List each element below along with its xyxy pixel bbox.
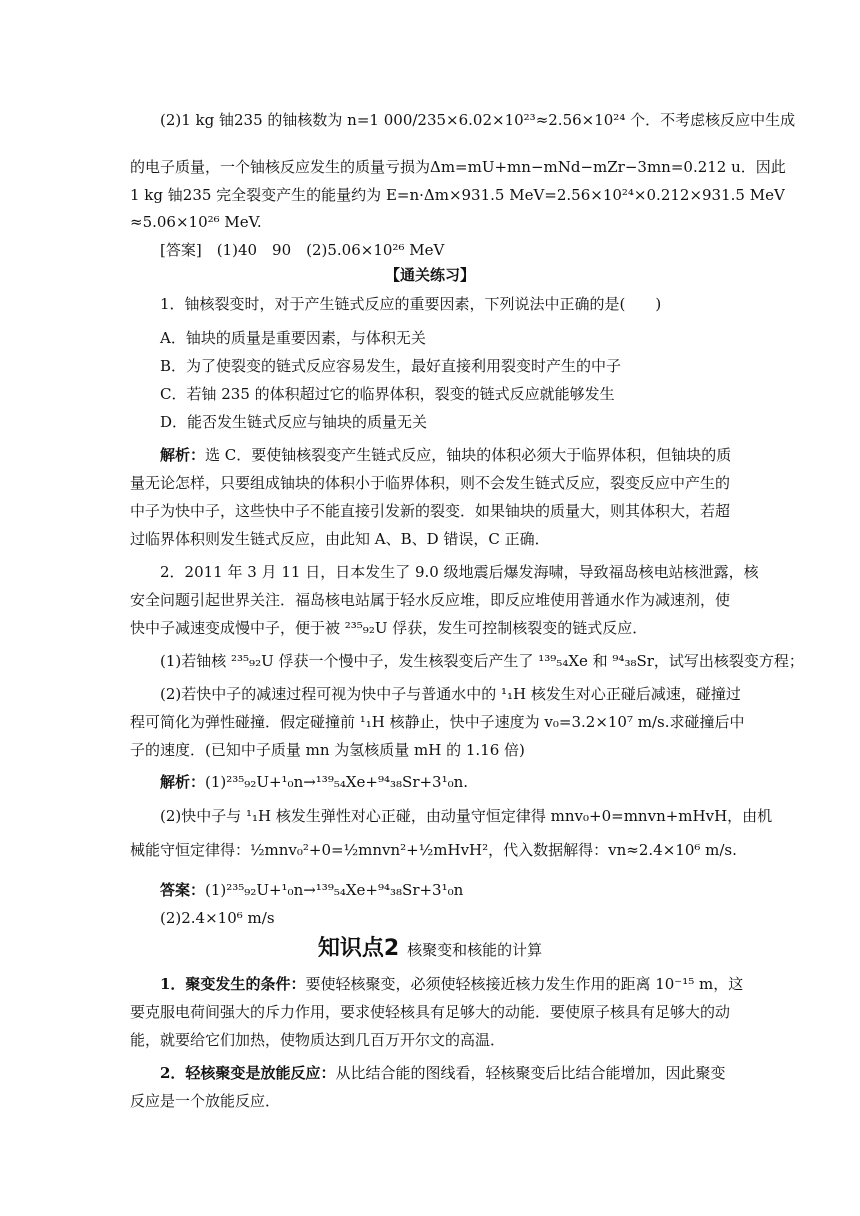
paragraph-line: 能，就要给它们加热，使物质达到几百万开尔文的高温． bbox=[130, 1031, 506, 1049]
section-title: 【通关练习】 bbox=[384, 266, 475, 284]
paragraph-line bbox=[160, 972, 743, 996]
analysis-line: 过临界体积则发生链式反应，由此知 A、B、D 错误，C 正确． bbox=[130, 530, 550, 548]
sub-question-2: 子的速度．(已知中子质量 mn 为氢核质量 mH 的 1.16 倍) bbox=[130, 741, 525, 759]
text-line: ≈5.06×10²⁶ MeV. bbox=[130, 213, 262, 231]
analysis-line bbox=[160, 443, 731, 467]
answer-line: [答案] (1)40 90 (2)5.06×10²⁶ MeV bbox=[160, 241, 445, 259]
analysis-text: 选 C．要使铀核裂变产生链式反应，铀块的体积必须大于临界体积，但铀块的质 bbox=[205, 446, 732, 464]
analysis-line: (2)快中子与 ¹₁H 核发生弹性对心正碰，由动量守恒定律得 mnv₀+0=mnvn+mHvH，由机 bbox=[160, 807, 773, 825]
paragraph-label: 2．轻核聚变是放能反应： bbox=[160, 1064, 336, 1082]
analysis-line: 量无论怎样，只要组成铀块的体积小于临界体积，则不会发生链式反应，裂变反应中产生的 bbox=[130, 474, 731, 492]
paragraph-text: 从比结合能的图线看，轻核聚变后比结合能增加，因此聚变 bbox=[335, 1064, 726, 1082]
paragraph-text: 要使轻核聚变，必须使轻核接近核力发生作用的距离 10⁻¹⁵ m，这 bbox=[305, 975, 744, 993]
paragraph-line: 要克服电荷间强大的斥力作用，要求使轻核具有足够大的动能．要使原子核具有足够大的动 bbox=[130, 1003, 731, 1021]
answer-text: (1)²³⁵₉₂U+¹₀n→¹³⁹₅₄Xe+⁹⁴₃₈Sr+3¹₀n bbox=[205, 881, 464, 899]
text-line: 1 kg 铀235 完全裂变产生的能量约为 E=n·Δm×931.5 MeV=2.56×10²⁴×0.212×931.5 MeV bbox=[130, 186, 785, 204]
analysis-line: 械能守恒定律得：½mnv₀²+0=½mnvn²+½mHvH²，代入数据解得：vn≈2.4×10⁶ m/s. bbox=[130, 841, 737, 859]
knowledge-point-subtitle: 核聚变和核能的计算 bbox=[407, 941, 543, 959]
question-stem: 2．2011 年 3 月 11 日，日本发生了 9.0 级地震后爆发海啸，导致福岛核电站核泄露，核 bbox=[160, 563, 759, 581]
question-stem: 快中子减速变成慢中子，便于被 ²³⁵₉₂U 俘获，发生可控制核裂变的链式反应． bbox=[130, 619, 648, 637]
option-d: D．能否发生链式反应与铀块的质量无关 bbox=[160, 413, 428, 431]
option-b: B．为了使裂变的链式反应容易发生，最好直接利用裂变时产生的中子 bbox=[160, 357, 622, 375]
knowledge-point-heading bbox=[0, 932, 860, 967]
analysis-line bbox=[160, 770, 468, 794]
analysis-label: 解析： bbox=[160, 446, 206, 464]
sub-question-2: 程可简化为弹性碰撞．假定碰撞前 ¹₁H 核静止，快中子速度为 v₀=3.2×10⁷ m/s.求碰撞后中 bbox=[130, 713, 745, 731]
sub-question-1: (1)若铀核 ²³⁵₉₂U 俘获一个慢中子，发生核裂变后产生了 ¹³⁹₅₄Xe 和 ⁹⁴₃₈Sr，试写出核裂变方程； bbox=[160, 652, 804, 670]
answer-line bbox=[160, 878, 463, 902]
knowledge-point-title: 知识点2 bbox=[317, 936, 400, 961]
paragraph-label: 1．聚变发生的条件： bbox=[160, 975, 306, 993]
paragraph-line: 反应是一个放能反应． bbox=[130, 1092, 281, 1110]
option-c: C．若铀 235 的体积超过它的临界体积，裂变的链式反应就能够发生 bbox=[160, 385, 615, 403]
option-a: A．铀块的质量是重要因素，与体积无关 bbox=[160, 329, 426, 347]
analysis-line: 中子为快中子，这些快中子不能直接引发新的裂变．如果铀块的质量大，则其体积大，若超 bbox=[130, 502, 731, 520]
answer-label: 答案： bbox=[160, 881, 206, 899]
question-stem: 1．铀核裂变时，对于产生链式反应的重要因素，下列说法中正确的是( ) bbox=[160, 295, 662, 313]
sub-question-2: (2)若快中子的减速过程可视为快中子与普通水中的 ¹₁H 核发生对心正碰后减速，碰撞过 bbox=[160, 685, 741, 703]
text-line: (2)1 kg 铀235 的铀核数为 n=1 000/235×6.02×10²³≈2.56×10²⁴ 个．不考虑核反应中生成 bbox=[160, 111, 796, 129]
analysis-text: (1)²³⁵₉₂U+¹₀n→¹³⁹₅₄Xe+⁹⁴₃₈Sr+3¹₀n. bbox=[205, 773, 469, 791]
paragraph-line bbox=[160, 1061, 725, 1085]
answer-line: (2)2.4×10⁶ m/s bbox=[160, 909, 275, 927]
question-stem: 安全问题引起世界关注．福岛核电站属于轻水反应堆，即反应堆使用普通水作为减速剂，使 bbox=[130, 591, 731, 609]
analysis-label: 解析： bbox=[160, 773, 206, 791]
text-line: 的电子质量，一个铀核反应发生的质量亏损为Δm=mU+mn−mNd−mZr−3mn=0.212 u．因此 bbox=[130, 158, 786, 176]
